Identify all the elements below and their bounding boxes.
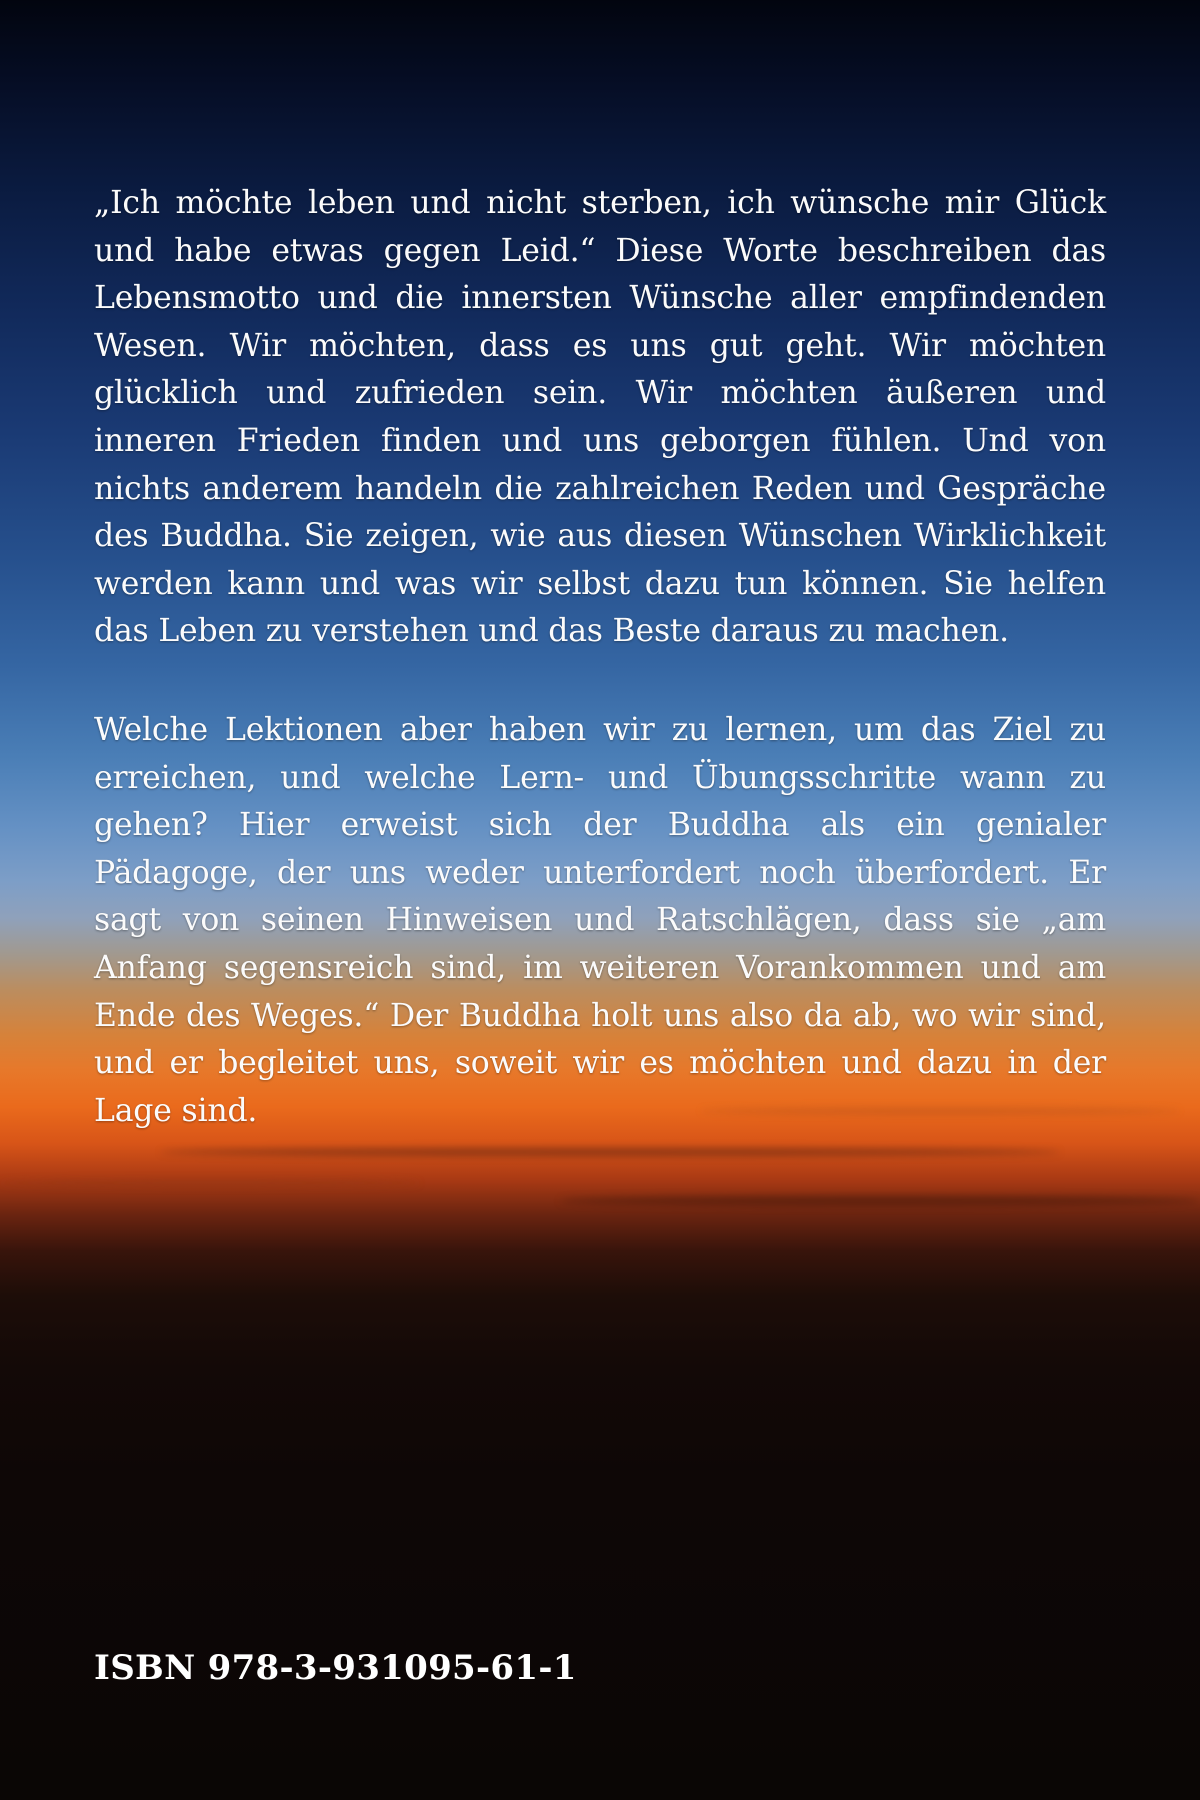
isbn-label: ISBN 978-3-931095-61-1 (94, 1648, 577, 1688)
cloud-band (0, 1180, 420, 1186)
cloud-band (160, 1148, 1060, 1156)
cloud-band (560, 1196, 1200, 1206)
blurb-paragraph-1: „Ich möchte leben und nicht sterben, ich wünsche mir Glück und habe etwas gegen Leid.“ Diese Worte beschreiben das Lebensmotto und die innersten Wünsche aller empfindenden Wesen. Wir möchten, dass es uns gut geht. Wir möchten glücklich und zufrieden sein. Wir möchten äußeren und inneren Frieden finden und uns geborgen fühlen. Und von nichts anderem handeln die zahlreichen Reden und Gespräche des Buddha. Sie zeigen, wie aus diesen Wünschen Wirklichkeit werden kann und was wir selbst dazu tun können. Sie helfen das Leben zu verstehen und das Beste daraus zu machen. (94, 185, 1106, 650)
blurb-paragraph-2: Welche Lektionen aber haben wir zu lernen, um das Ziel zu erreichen, und welche Lern- und Übungsschritte wann zu gehen? Hier erweist sich der Buddha als ein genialer Pädagoge, der uns weder unterfordert noch überfordert. Er sagt von seinen Hinweisen und Ratschlägen, dass sie „am Anfang segensreich sind, im weiteren Vorankommen und am Ende des Weges.“ Der Buddha holt uns also da ab, wo wir sind, und er begleitet uns, soweit wir es möchten und dazu in der Lage sind. (94, 712, 1106, 1129)
